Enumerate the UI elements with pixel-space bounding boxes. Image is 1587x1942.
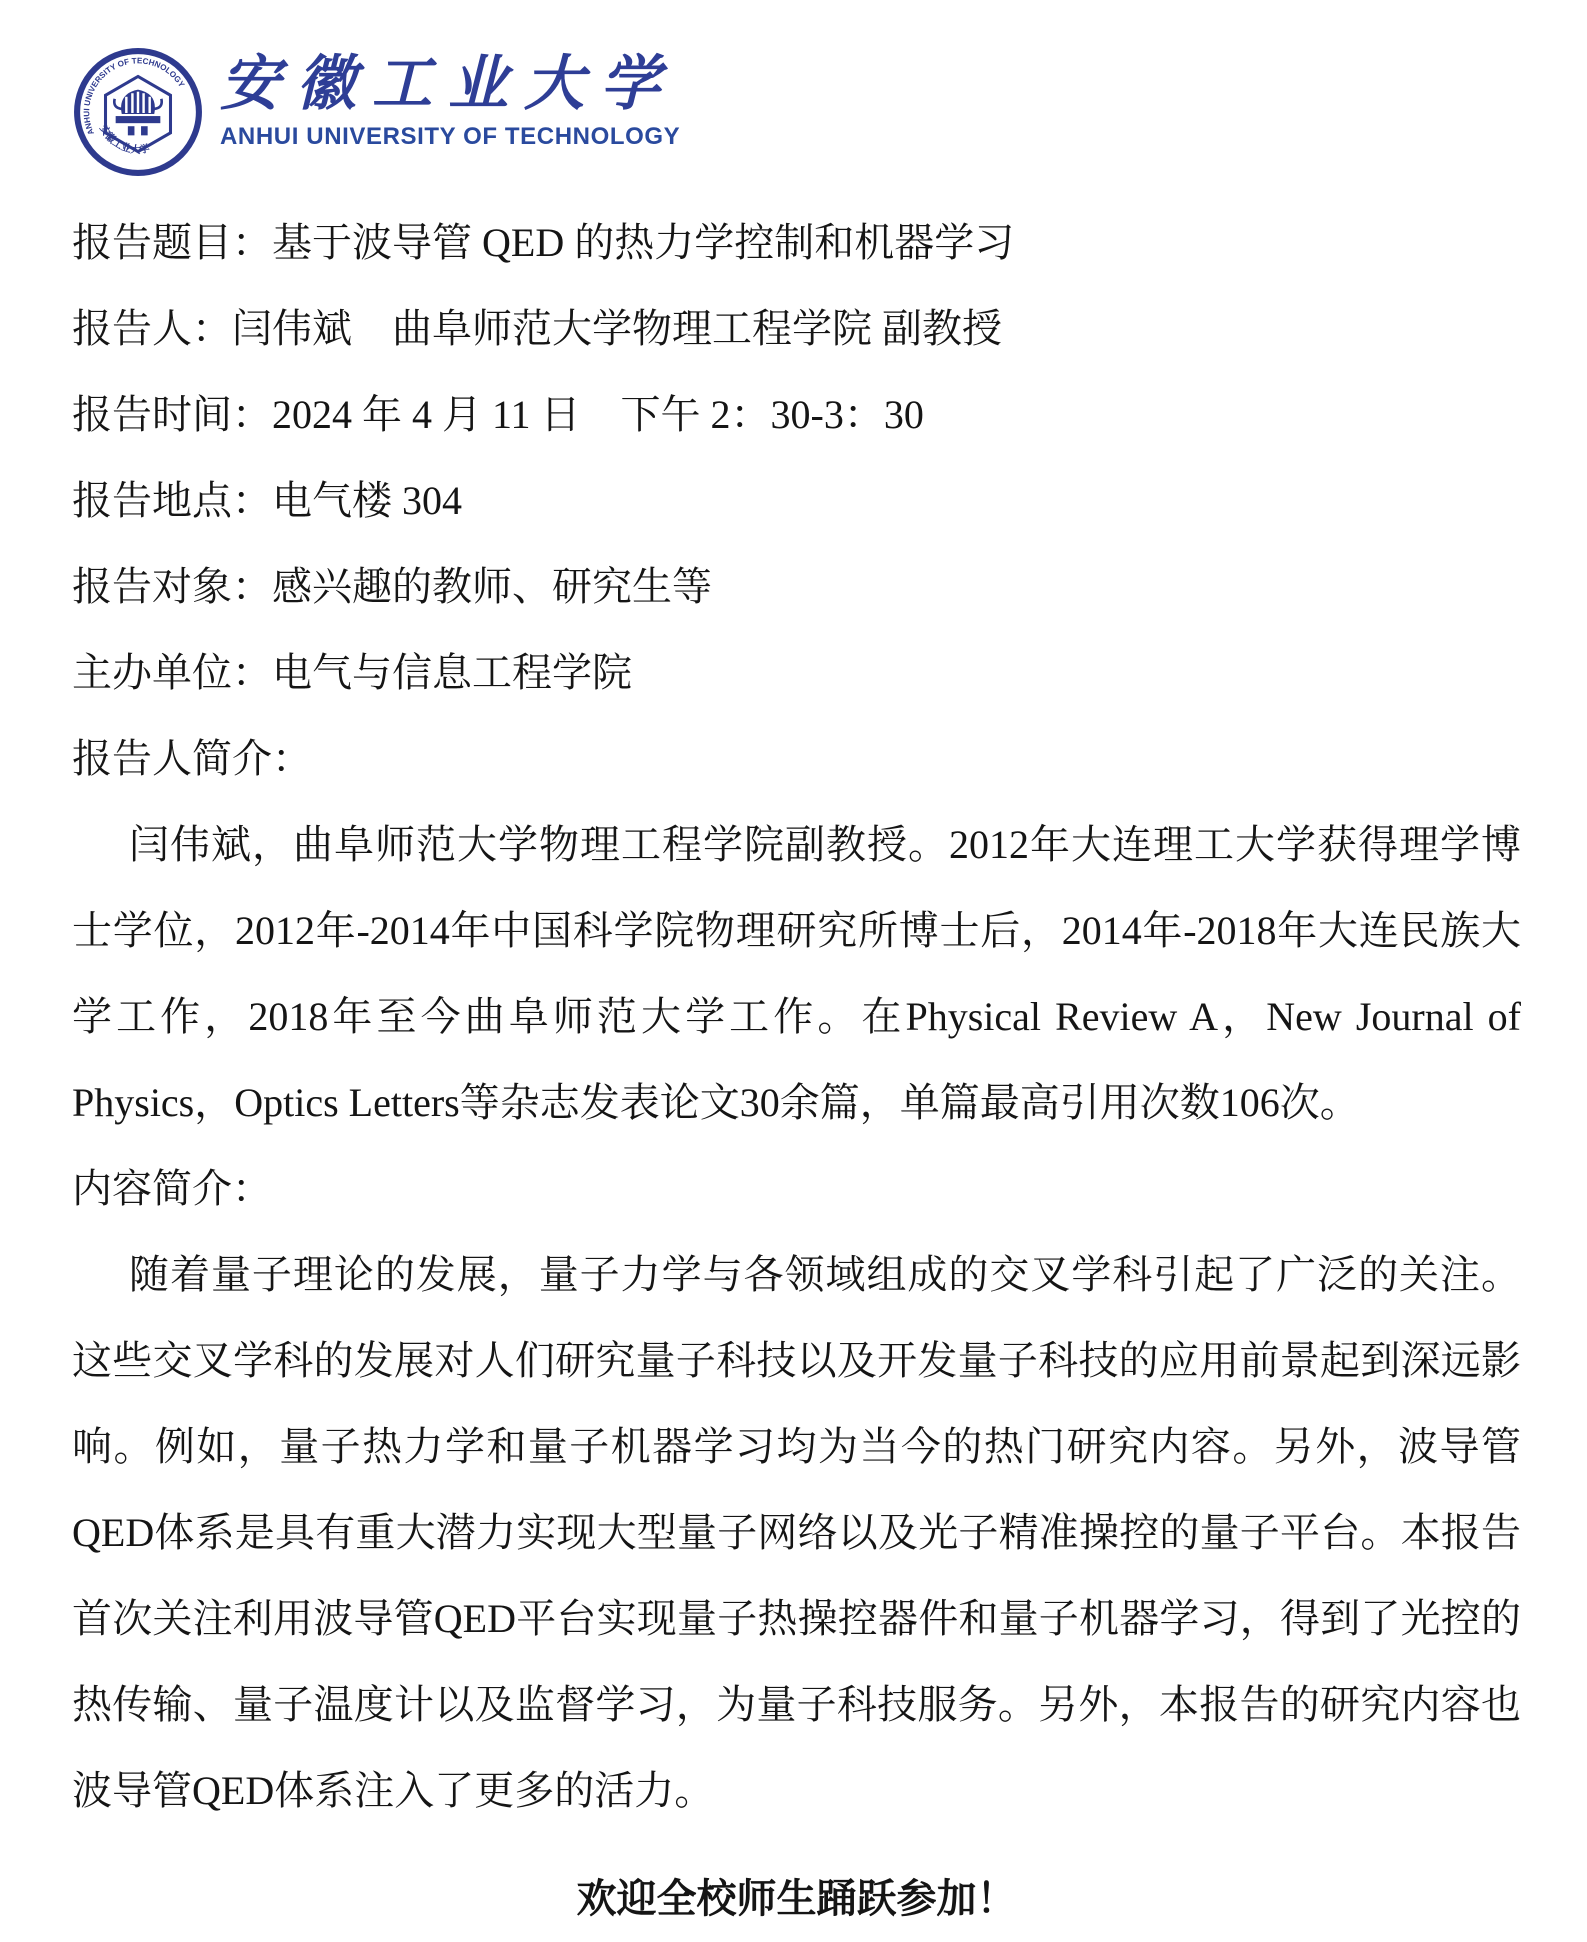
info-label-speaker: 报告人： (72, 306, 232, 351)
abstract-heading: 内容简介： (72, 1166, 272, 1211)
info-line-speaker (72, 286, 1521, 372)
info-label-location: 报告地点： (72, 478, 272, 523)
info-line-title (72, 200, 1521, 286)
closing-invitation: 欢迎全校师生踊跃参加！ (576, 1876, 1017, 1921)
speaker-bio-paragraph: 闫伟斌，曲阜师范大学物理工程学院副教授。2012年大连理工大学获得理学博士学位，2012年-2014年中国科学院物理研究所博士后，2014年-2018年大连民族大学工作，2018年至今曲阜师范大学工作。在Physical Review A，New Journal of Physics，Optics Letters等杂志发表论文30余篇，单篇最高引用次数106次。 (72, 822, 1521, 1125)
info-value-audience: 感兴趣的教师、研究生等 (272, 564, 712, 609)
info-value-time: 2024 年 4 月 11 日 下午 2：30-3：30 (272, 392, 924, 437)
info-line-audience (72, 544, 1521, 630)
info-label-organizer: 主办单位： (72, 650, 272, 695)
seal-top-text: ANHUI UNIVERSITY OF TECHNOLOGY (82, 56, 187, 137)
info-label-audience: 报告对象： (72, 564, 272, 609)
university-name-en: ANHUI UNIVERSITY OF TECHNOLOGY (220, 123, 681, 150)
seal-bottom-text: 安徽工业大学 (97, 123, 151, 157)
info-value-title: 基于波导管 QED 的热力学控制和机器学习 (272, 220, 1015, 265)
info-label-time: 报告时间： (72, 392, 272, 437)
university-seal-icon (72, 46, 204, 178)
info-label-title: 报告题目： (72, 220, 272, 265)
university-logo (72, 46, 1521, 184)
university-name-cn: 安徽工业大学 (220, 49, 676, 119)
info-value-organizer: 电气与信息工程学院 (272, 650, 632, 695)
info-line-location (72, 458, 1521, 544)
info-value-speaker: 闫伟斌 曲阜师范大学物理工程学院 副教授 (232, 306, 1002, 351)
info-value-location: 电气楼 304 (272, 478, 462, 523)
announcement-body (72, 200, 1521, 1942)
abstract-paragraph: 随着量子理论的发展，量子力学与各领域组成的交叉学科引起了广泛的关注。这些交叉学科的发展对人们研究量子科技以及开发量子科技的应用前景起到深远影响。例如，量子热力学和量子机器学习均为当今的热门研究内容。另外，波导管QED体系是具有重大潜力实现大型量子网络以及光子精准操控的量子平台。本报告首次关注利用波导管QED平台实现量子热操控器件和量子机器学习，得到了光控的热传输、量子温度计以及监督学习，为量子科技服务。另外，本报告的研究内容也波导管QED体系注入了更多的活力。 (72, 1252, 1521, 1813)
speaker-bio-heading: 报告人简介： (72, 736, 312, 781)
info-line-time (72, 372, 1521, 458)
university-name-block (220, 46, 680, 151)
info-line-organizer (72, 630, 1521, 716)
